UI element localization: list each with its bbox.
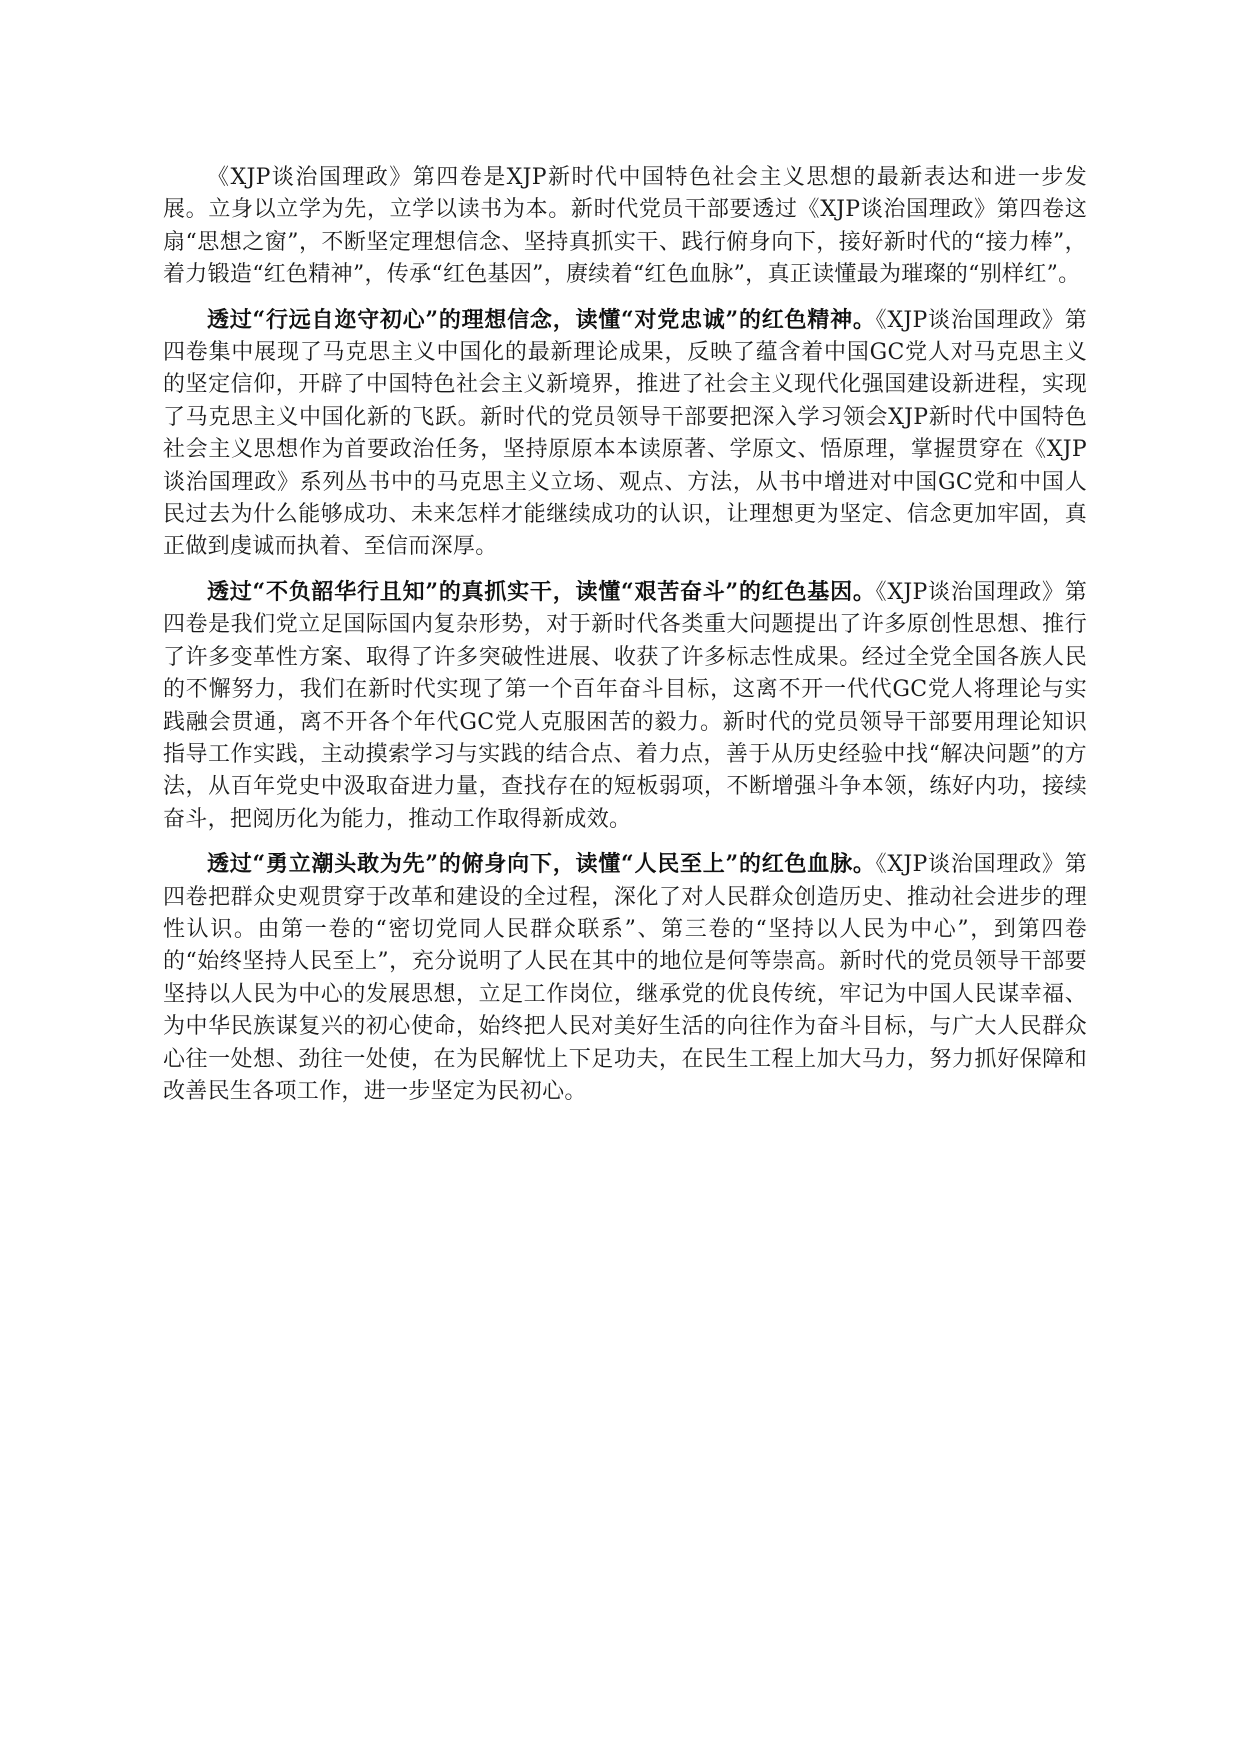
paragraph-lead-heading: 透过“勇立潮头敢为先”的俯身向下，读懂“人民至上”的红色血脉。	[207, 851, 876, 878]
paragraph-ideals-faith	[163, 304, 1087, 564]
paragraph-lead-heading: 透过“行远自迩守初心”的理想信念，读懂“对党忠诚”的红色精神。	[207, 306, 876, 333]
paragraph-text: 《XJP谈治国理政》第四卷集中展现了马克思主义中国化的最新理论成果，反映了蕴含着中国GC党人对马克思主义的坚定信仰，开辟了中国特色社会主义新境界，推进了社会主义现代化强国建设新进程，实现了马克思主义中国化新的飞跃。新时代的党员领导干部要把深入学习领会XJP新时代中国特色社会主义思想作为首要政治任务，坚持原原本本读原著、学原文、悟原理，掌握贯穿在《XJP谈治国理政》系列丛书中的马克思主义立场、观点、方法，从书中增进对中国GC党和中国人民过去为什么能够成功、未来怎样才能继续成功的认识，让理想更为坚定、信念更加牢固，真正做到虔诚而执着、至信而深厚。	[163, 307, 1088, 560]
paragraph-people-first	[163, 848, 1087, 1108]
paragraph-hard-work	[163, 576, 1087, 836]
document-body	[163, 161, 1087, 1120]
paragraph-lead-heading: 透过“不负韶华行且知”的真抓实干，读懂“艰苦奋斗”的红色基因。	[207, 578, 876, 605]
paragraph-intro	[163, 161, 1087, 292]
paragraph-text: 《XJP谈治国理政》第四卷是XJP新时代中国特色社会主义思想的最新表达和进一步发展。立身以立学为先，立学以读书为本。新时代党员干部要透过《XJP谈治国理政》第四卷这扇“思想之窗”，不断坚定理想信念、坚持真抓实干、践行俯身向下，接好新时代的“接力棒”，着力锻造“红色精神”，传承“红色基因”，赓续着“红色血脉”，真正读懂最为璀璨的“别样红”。	[163, 165, 1087, 288]
paragraph-text: 《XJP谈治国理政》第四卷是我们党立足国际国内复杂形势，对于新时代各类重大问题提出了许多原创性思想、推行了许多变革性方案、取得了许多突破性进展、收获了许多标志性成果。经过全党全国各族人民的不懈努力，我们在新时代实现了第一个百年奋斗目标，这离不开一代代GC党人将理论与实践融会贯通，离不开各个年代GC党人克服困苦的毅力。新时代的党员领导干部要用理论知识指导工作实践，主动摸索学习与实践的结合点、着力点，善于从历史经验中找“解决问题”的方法，从百年党史中汲取奋进力量，查找存在的短板弱项，不断增强斗争本领，练好内功，接续奋斗，把阅历化为能力，推动工作取得新成效。	[163, 579, 1088, 832]
paragraph-text: 《XJP谈治国理政》第四卷把群众史观贯穿于改革和建设的全过程，深化了对人民群众创造历史、推动社会进步的理性认识。由第一卷的“密切党同人民群众联系”、第三卷的“坚持以人民为中心”，到第四卷的“始终坚持人民至上”，充分说明了人民在其中的地位是何等崇高。新时代的党员领导干部要坚持以人民为中心的发展思想，立足工作岗位，继承党的优良传统，牢记为中国人民谋幸福、为中华民族谋复兴的初心使命，始终把人民对美好生活的向往作为奋斗目标，与广大人民群众心往一处想、劲往一处使，在为民解忧上下足功夫，在民生工程上加大马力，努力抓好保障和改善民生各项工作，进一步坚定为民初心。	[163, 852, 1088, 1104]
